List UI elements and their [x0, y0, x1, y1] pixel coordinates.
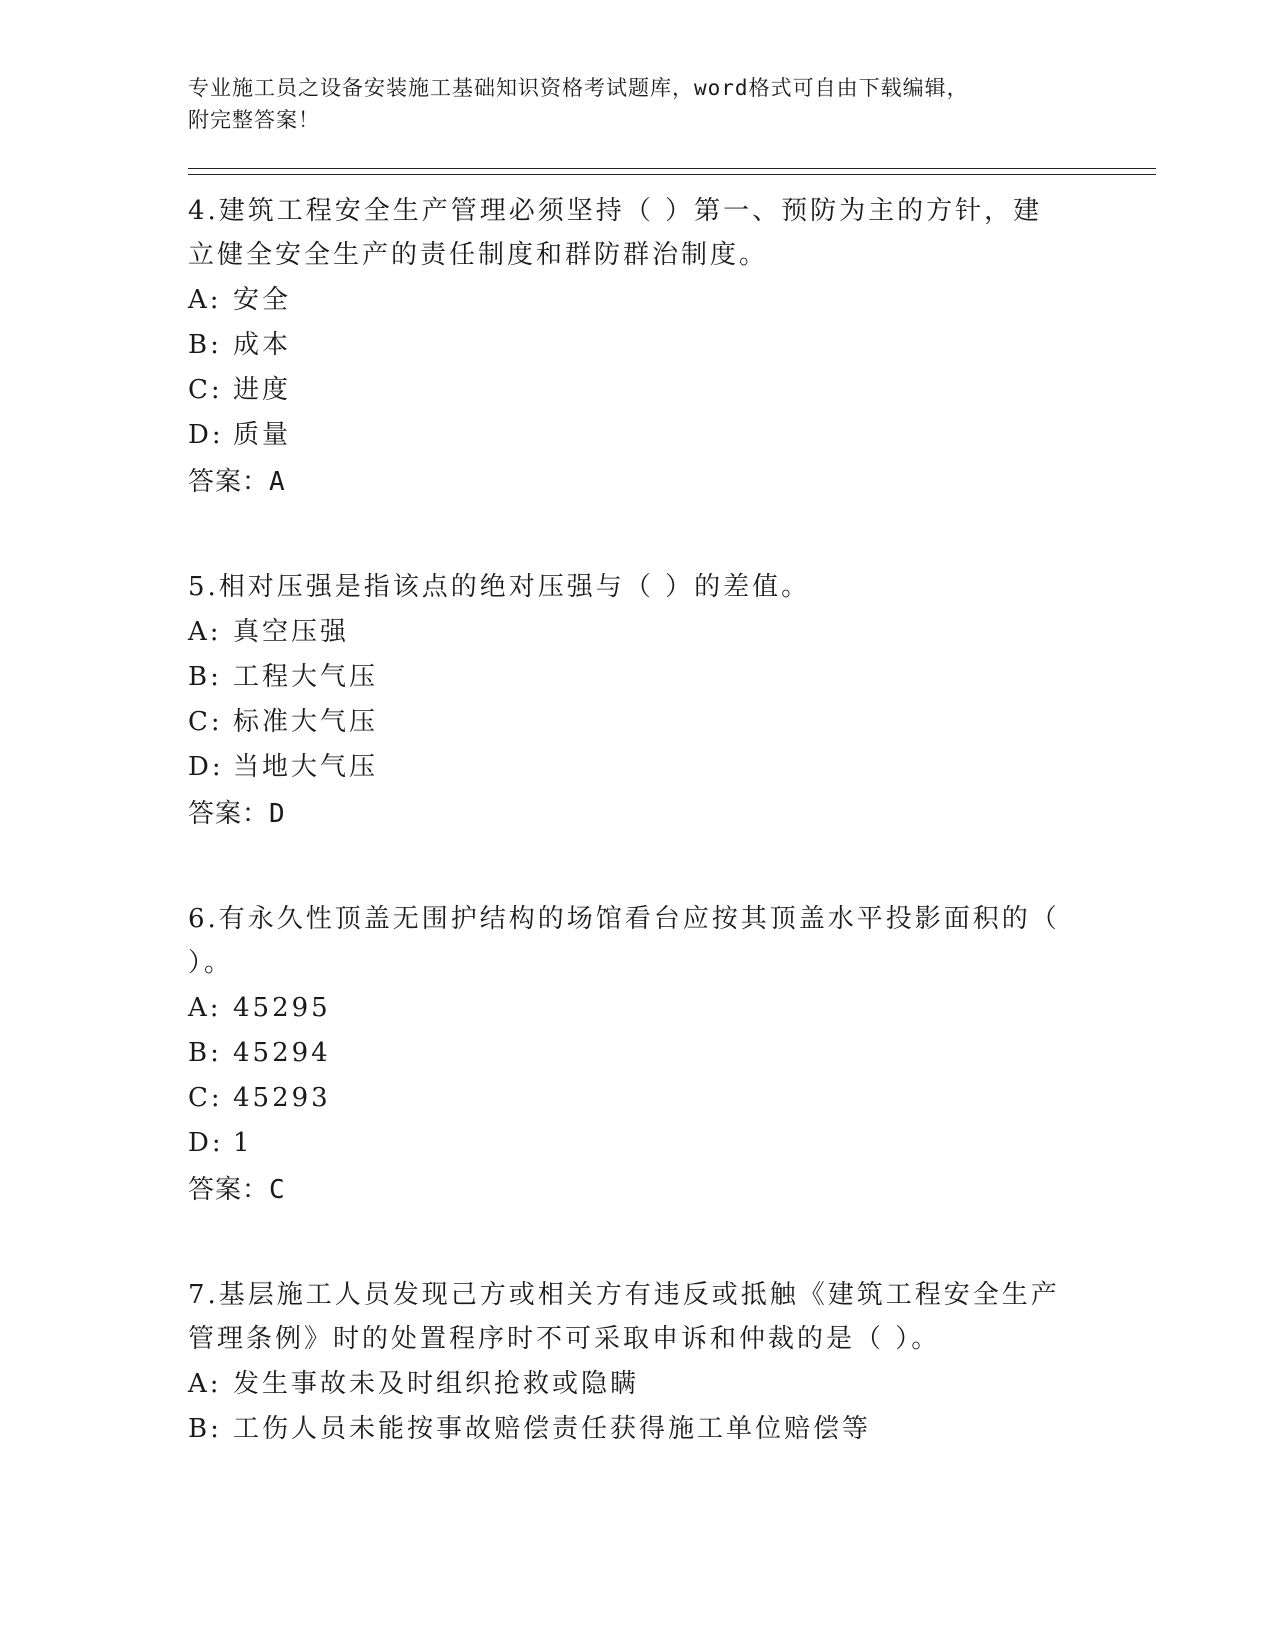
option-text: 安全	[233, 285, 292, 315]
option-letter: C:	[188, 375, 223, 405]
option-letter: A:	[188, 285, 222, 315]
answer-label: 答案：	[188, 467, 270, 497]
option-b	[188, 1031, 1148, 1076]
option-text: 真空压强	[233, 617, 350, 647]
answer-label: 答案：	[188, 1175, 270, 1205]
option-c	[188, 368, 1148, 413]
question-4	[188, 189, 1148, 505]
option-letter: B:	[188, 1414, 222, 1444]
option-letter: D:	[188, 752, 224, 782]
header-divider	[188, 168, 1156, 175]
option-text: 1	[233, 1128, 253, 1158]
option-letter: D:	[188, 420, 224, 450]
question-stem: 5.相对压强是指该点的绝对压强与（ ）的差值。	[188, 572, 811, 602]
option-letter: C:	[188, 707, 223, 737]
option-text: 45295	[233, 993, 331, 1023]
answer-value: D	[269, 799, 286, 829]
question-7	[188, 1273, 1148, 1452]
question-stem: 7.基层施工人员发现己方或相关方有违反或抵触《建筑工程安全生产管理条例》时的处置程序时不可采取申诉和仲裁的是（ ）。	[188, 1280, 1060, 1354]
option-text: 标准大气压	[233, 707, 379, 737]
option-d	[188, 1121, 1148, 1166]
option-text: 发生事故未及时组织抢救或隐瞒	[233, 1369, 640, 1399]
document-page	[188, 72, 1148, 1452]
option-b	[188, 1407, 1148, 1452]
document-header	[188, 72, 1068, 136]
option-text: 成本	[233, 330, 292, 360]
option-c	[188, 1076, 1148, 1121]
answer-line	[188, 791, 1148, 837]
question-stem: 6.有永久性顶盖无围护结构的场馆看台应按其顶盖水平投影面积的（ ）。	[188, 904, 1060, 978]
option-a	[188, 1362, 1148, 1407]
option-letter: B:	[188, 1038, 222, 1068]
option-text: 工伤人员未能按事故赔偿责任获得施工单位赔偿等	[233, 1414, 872, 1444]
question-6	[188, 897, 1148, 1213]
option-text: 进度	[233, 375, 292, 405]
option-text: 45293	[233, 1083, 331, 1113]
option-a	[188, 986, 1148, 1031]
answer-line	[188, 459, 1148, 505]
option-letter: D:	[188, 1128, 224, 1158]
option-letter: B:	[188, 662, 222, 692]
option-letter: A:	[188, 993, 222, 1023]
header-line-1: 专业施工员之设备安装施工基础知识资格考试题库，word格式可自由下载编辑，	[188, 76, 969, 100]
option-letter: B:	[188, 330, 222, 360]
answer-value: A	[269, 467, 286, 497]
option-letter: A:	[188, 617, 222, 647]
question-stem: 4.建筑工程安全生产管理必须坚持（ ）第一、预防为主的方针，建立健全安全生产的责任制度和群防群治制度。	[188, 196, 1043, 270]
option-text: 45294	[233, 1038, 331, 1068]
option-text: 当地大气压	[233, 752, 379, 782]
answer-value: C	[269, 1175, 286, 1205]
option-d	[188, 745, 1148, 790]
option-text: 质量	[233, 420, 292, 450]
option-text: 工程大气压	[233, 662, 379, 692]
option-c	[188, 700, 1148, 745]
option-letter: C:	[188, 1083, 223, 1113]
header-line-2: 附完整答案！	[188, 108, 320, 132]
option-a	[188, 278, 1148, 323]
option-b	[188, 323, 1148, 368]
option-d	[188, 413, 1148, 458]
option-a	[188, 610, 1148, 655]
answer-line	[188, 1167, 1148, 1213]
answer-label: 答案：	[188, 799, 270, 829]
option-b	[188, 655, 1148, 700]
option-letter: A:	[188, 1369, 222, 1399]
question-5	[188, 565, 1148, 837]
